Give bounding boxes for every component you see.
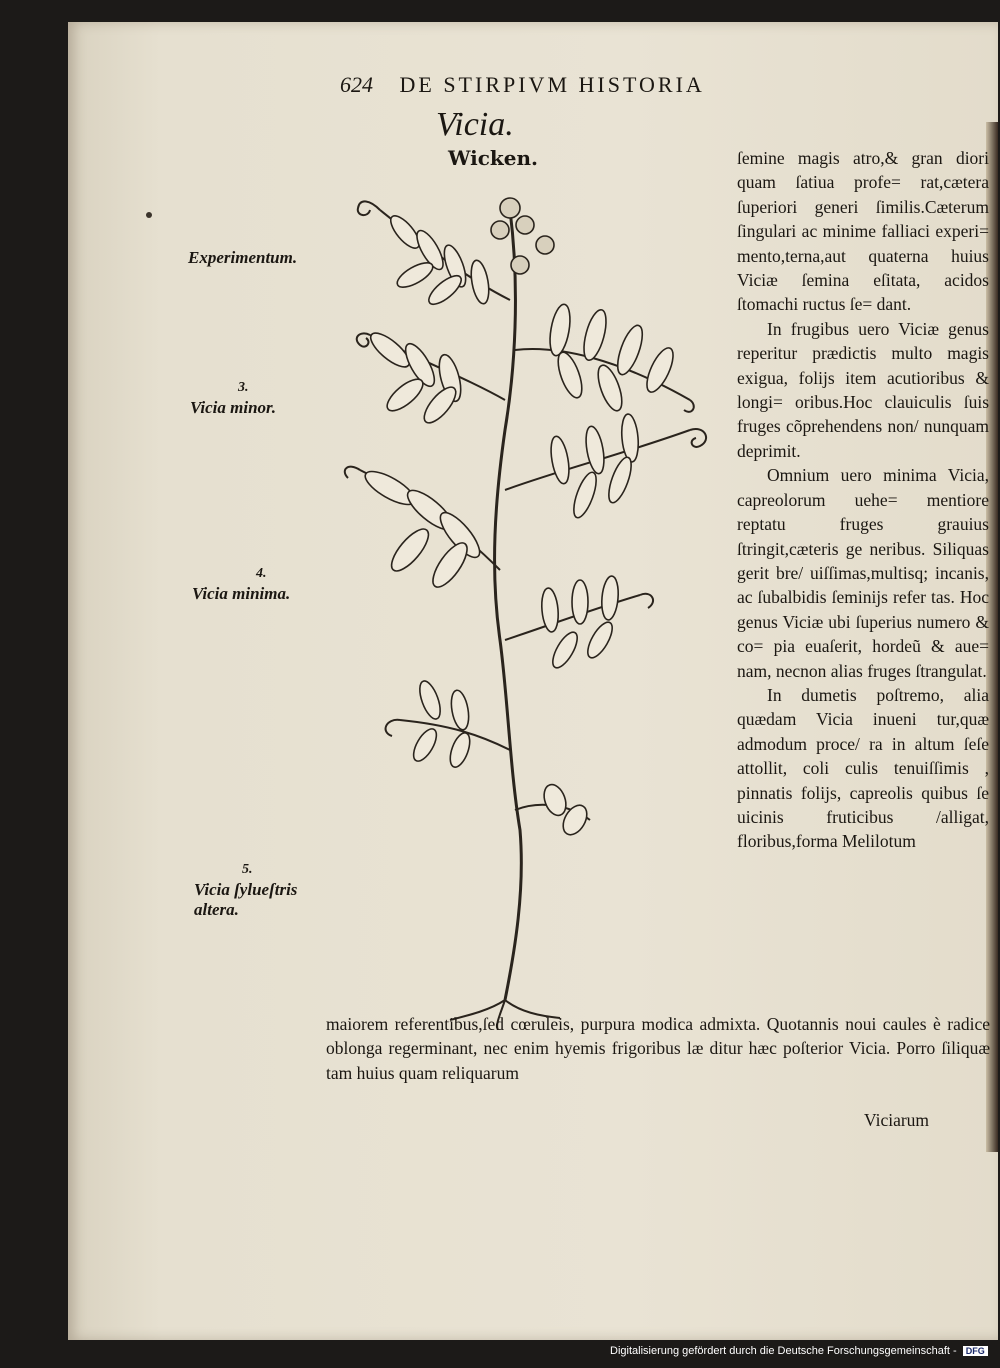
- ink-speck: [146, 212, 152, 218]
- paragraph-3: Omnium uero minima Vicia, capreolorum uehe= mentiore reptatu fruges grauius ſtringit,cæteris ge neribus. Siliquas gerit bre/ uiſſimas,multisq; incanis, ac ſubalbidis ſeminijs refer tas. Hoc genus Viciæ ubi ſuperius numero & co= pia euaſerit, hordeũ & aue= nam, necnon alias fruges ſtrangulat.: [737, 465, 989, 681]
- running-header: [340, 72, 860, 98]
- vetch-woodcut-illustration: [320, 170, 740, 1030]
- dfg-logo-icon: DFG: [963, 1346, 988, 1356]
- page-number: 624: [340, 72, 373, 97]
- margin-note-experimentum: Experimentum.: [188, 248, 298, 267]
- plant-title: Vicia.: [436, 106, 514, 143]
- margin-note-vicia-minima: 4. Vicia minima.: [192, 566, 291, 603]
- paragraph-2: In frugibus uero Viciæ genus reperitur prædictis multo magis exigua, folijs item acutioribus & longi= oribus.Hoc clauiculis ſuis fruges cõprehendens non/ nunquam deprimit.: [737, 318, 989, 461]
- catchword: Viciarum: [864, 1110, 930, 1130]
- full-width-text: maiorem referentibus,ſed cœruleis, purpura modica admixta. Quotannis noui caules è radice oblonga regerminant, nec enim hyemis frigoribus læ ditur hæc poſterior Vicia. Porro ſiliquæ tam huius quam reliquarum: [326, 1014, 990, 1083]
- plant-subtitle: Wicken.: [448, 146, 538, 170]
- paragraph-1: ſemine magis atro,& gran diori quam ſatiua profe= rat,cætera ſuperiori generi ſimilis.Cæterum ſingulari ac minime falliaci experi= mento,terna,aut quaterna huius Viciæ ſemina eſitata, acidos ſtomachi ructus ſe= dant.: [737, 148, 989, 315]
- book-page: [68, 22, 998, 1340]
- running-title: DE STIRPIVM HISTORIA: [399, 72, 705, 97]
- footer-text: Digitalisierung gefördert durch die Deutsche Forschungsgemeinschaft -: [610, 1345, 957, 1357]
- margin-note-vicia-sylvestris: 5. Vicia ſylueſtris altera.: [194, 862, 298, 919]
- digitization-footer: [610, 1345, 990, 1357]
- paragraph-4: In dumetis poſtremo, alia quædam Vicia inueni tur,quæ admodum proce/ ra in altum ſeſe attollit, coli culis tenuiſſimis , pinnatis folijs, capreolis quibus ſe uicinis fruticibus /alligat, floribus,forma Melilotum: [737, 684, 989, 852]
- column-text: [737, 146, 989, 854]
- margin-note-vicia-minor: 3. Vicia minor.: [190, 380, 276, 417]
